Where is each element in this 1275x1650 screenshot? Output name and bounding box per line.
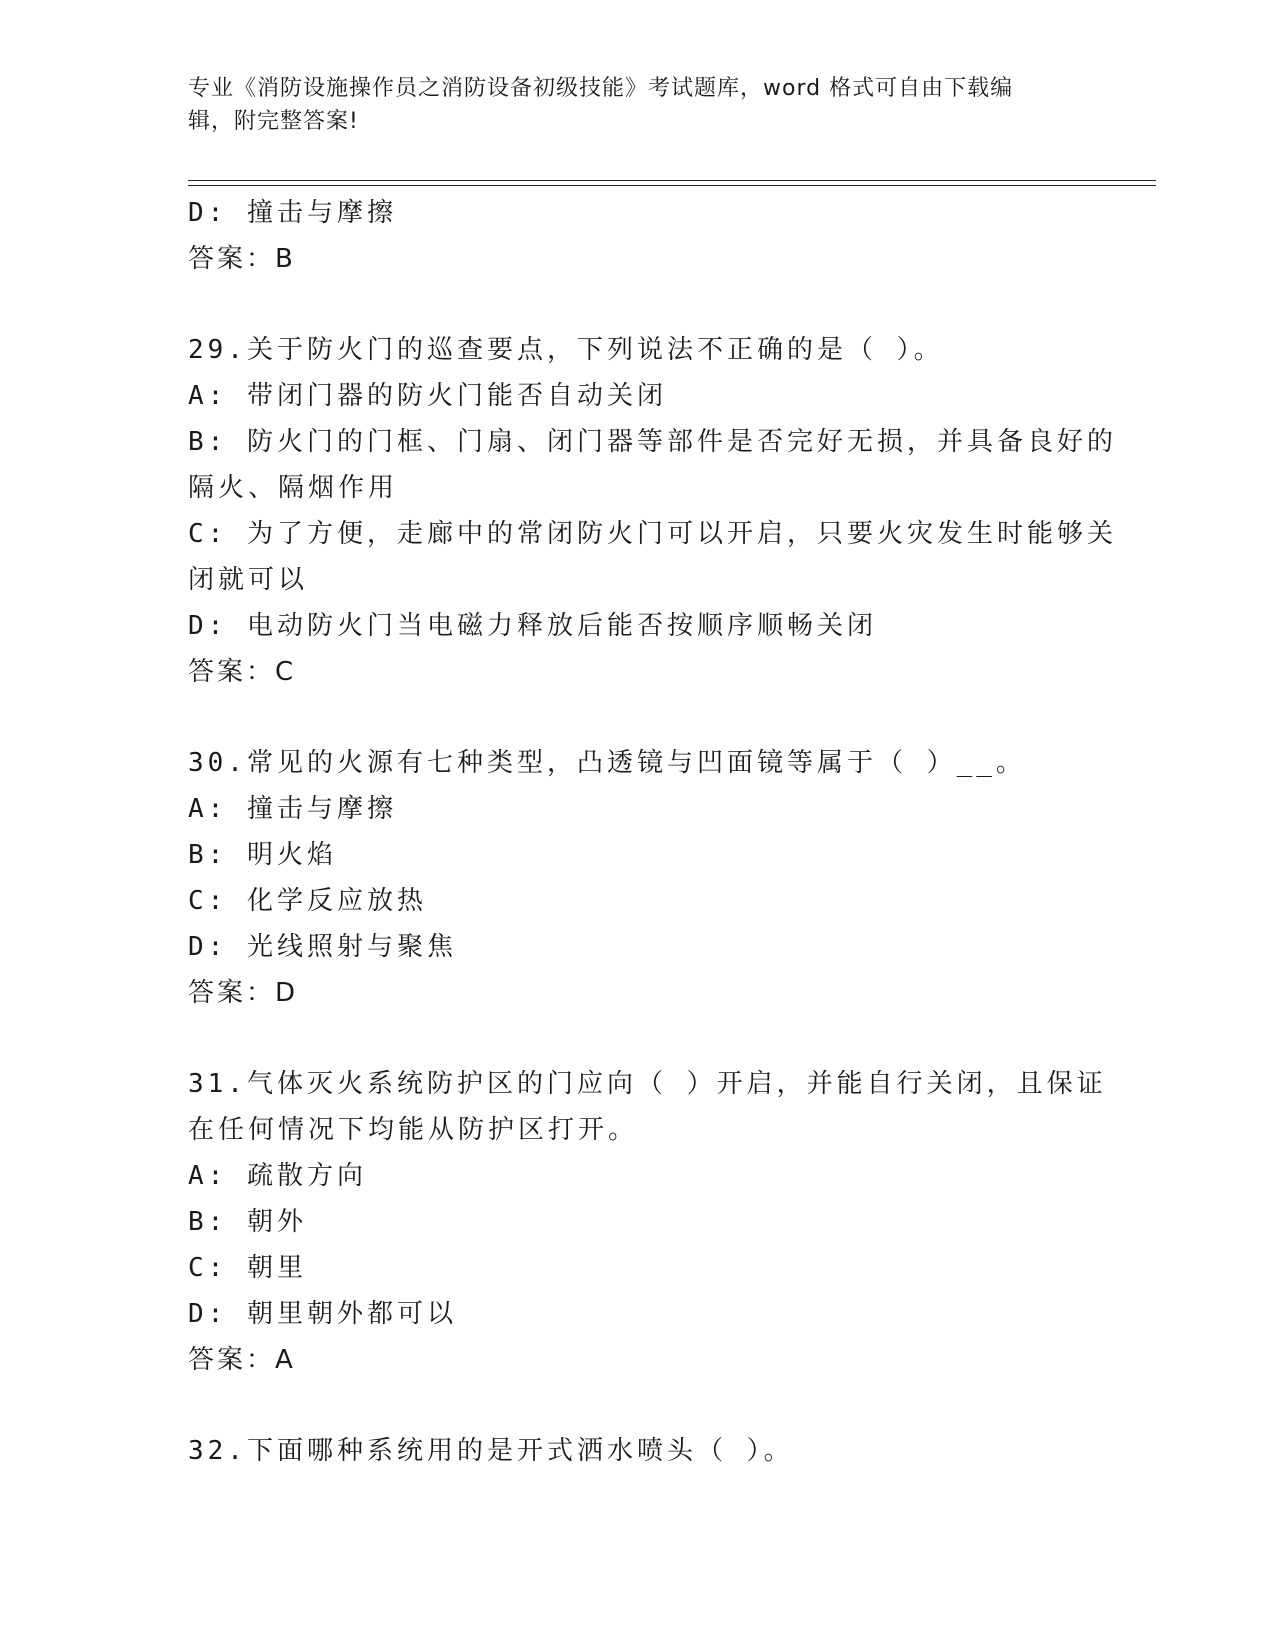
option-c: C: 化学反应放热 — [188, 886, 427, 916]
question-stem: 30.常见的火源有七种类型，凸透镜与凹面镜等属于（ ）__。 — [188, 748, 1026, 778]
option-c: C: 朝里 — [188, 1253, 307, 1283]
question-30 — [188, 740, 1088, 1016]
option-d: D: 电动防火门当电磁力释放后能否按顺序顺畅关闭 — [188, 611, 877, 641]
answer: 答案：A — [188, 1345, 296, 1375]
header-divider-bottom — [188, 185, 1156, 186]
header-divider-top — [188, 180, 1156, 181]
question-31 — [188, 1061, 1107, 1383]
option-a: A: 疏散方向 — [188, 1161, 367, 1191]
spacer — [188, 695, 1088, 740]
question-stem: 31.气体灭火系统防护区的门应向（ ）开启，并能自行关闭，且保证 — [188, 1069, 1107, 1099]
spacer — [188, 282, 1088, 327]
header-line-2: 辑，附完整答案! — [188, 109, 359, 134]
option-a: A: 撞击与摩擦 — [188, 794, 397, 824]
prev-answer: 答案：B — [188, 244, 296, 274]
answer: 答案：C — [188, 657, 297, 687]
option-b: B: 防火门的门框、门扇、闭门器等部件是否完好无损，并具备良好的 — [188, 427, 1117, 457]
option-c-continued: 闭就可以 — [188, 565, 309, 595]
question-stem: 32.下面哪种系统用的是开式洒水喷头（ ）。 — [188, 1436, 794, 1466]
option-b-continued: 隔火、隔烟作用 — [188, 473, 399, 503]
answer: 答案：D — [188, 978, 299, 1008]
question-content — [188, 190, 1117, 1474]
option-d: D: 朝里朝外都可以 — [188, 1299, 457, 1329]
page-header — [188, 72, 1068, 138]
question-stem-continued: 在任何情况下均能从防护区打开。 — [188, 1115, 639, 1145]
spacer — [188, 1383, 1088, 1428]
option-b: B: 朝外 — [188, 1207, 307, 1237]
question-stem: 29.关于防火门的巡查要点，下列说法不正确的是（ ）。 — [188, 335, 944, 365]
spacer — [188, 1016, 1088, 1061]
option-d: D: 光线照射与聚焦 — [188, 932, 457, 962]
header-line-1: 专业《消防设施操作员之消防设备初级技能》考试题库，word 格式可自由下载编 — [188, 76, 1014, 101]
option-b: B: 明火焰 — [188, 840, 337, 870]
option-a: A: 带闭门器的防火门能否自动关闭 — [188, 381, 667, 411]
option-c: C: 为了方便，走廊中的常闭防火门可以开启，只要火灾发生时能够关 — [188, 519, 1117, 549]
question-29 — [188, 327, 1117, 695]
question-32 — [188, 1428, 1088, 1474]
prev-option-d: D: 撞击与摩擦 — [188, 198, 397, 228]
